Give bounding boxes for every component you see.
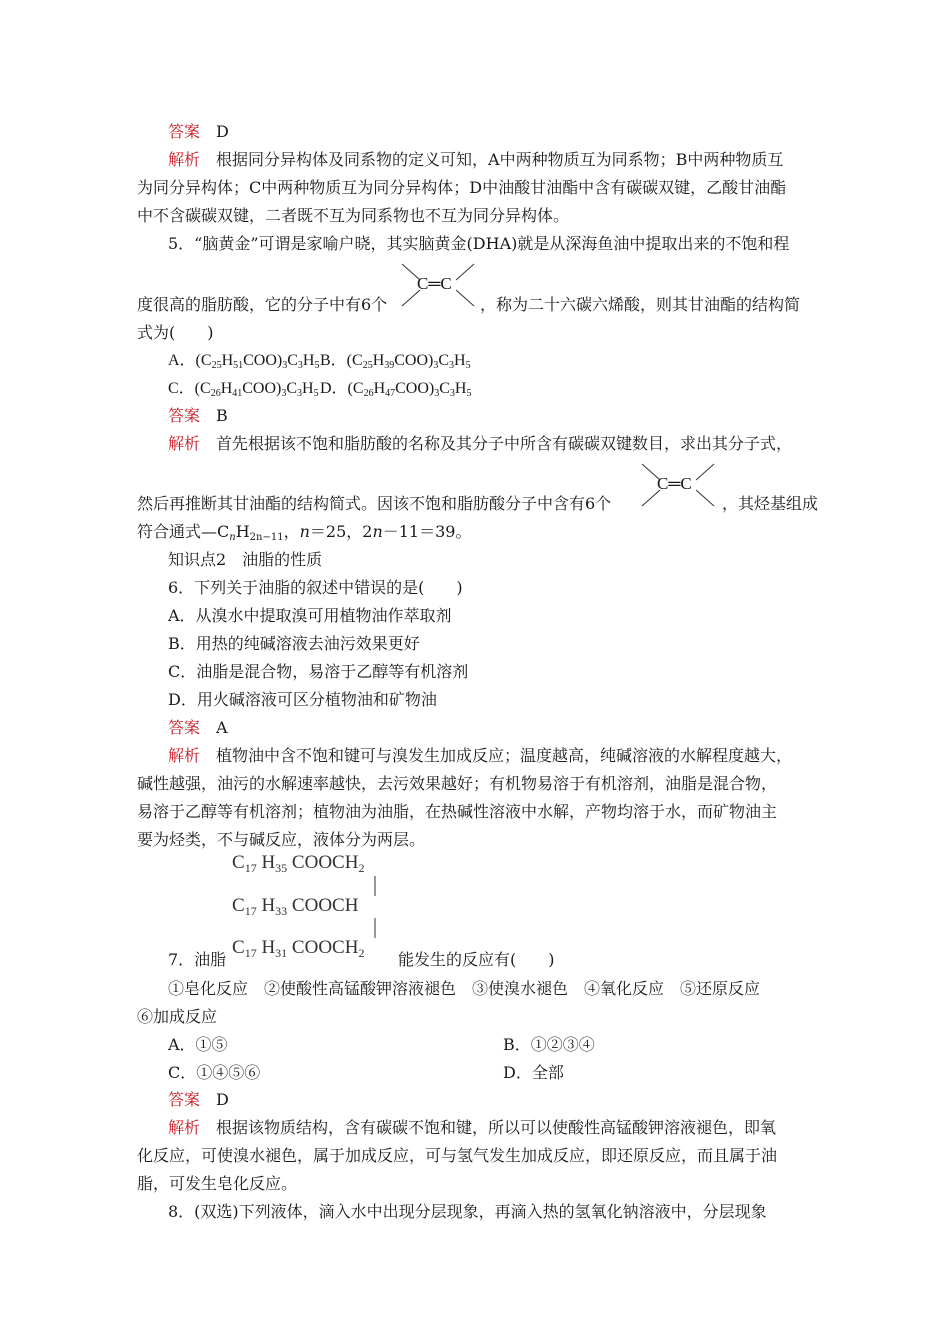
sub: 26 (210, 388, 221, 399)
fat-text: H (256, 937, 276, 958)
option-c: C．油脂是混合物，易溶于乙醇等有机溶剂 (168, 662, 469, 681)
opt-text: H (220, 380, 233, 397)
answer-label: 答案 (168, 122, 201, 141)
stem-text: 度很高的脂肪酸，它的分子中有6个 (137, 295, 388, 314)
analysis-formula-line (137, 521, 471, 543)
opt-text: H (372, 352, 385, 369)
sub: 3 (449, 388, 455, 399)
double-bond-label: C═C (417, 274, 452, 293)
question-stem: 7．油脂 (168, 950, 227, 969)
fat-structure-row-2 (232, 895, 358, 917)
sub: 3 (281, 388, 287, 399)
analysis-text: －11＝39。 (382, 522, 472, 541)
sub: 41 (232, 388, 243, 399)
analysis-text: 首先根据该不饱和脂肪酸的名称及其分子中所含有碳碳双键数目，求出其分子式， (216, 434, 793, 453)
analysis-text: 然后再推断其甘油酯的结构简式。因该不饱和脂肪酸分子中含有6个 (137, 494, 612, 513)
reaction-list: ⑥加成反应 (137, 1007, 218, 1026)
analysis-line (168, 433, 792, 455)
analysis-text: ＝25，2 (309, 522, 373, 541)
analysis-text: 中不含碳碳双键，二者既不互为同系物也不互为同分异构体。 (137, 206, 570, 225)
opt-text: COO) (242, 380, 282, 397)
option-d: D．全部 (503, 1063, 564, 1082)
opt-text: C (286, 380, 298, 397)
fat-text: COOCH (287, 937, 359, 958)
fat-text: H (256, 852, 276, 873)
opt-text: COO) (243, 352, 283, 369)
answer-line-q4 (168, 121, 229, 143)
sub: 5 (466, 388, 472, 399)
opt-text: H (302, 352, 315, 369)
double-bond-label: C═C (657, 474, 692, 493)
opt-text: D．(C (320, 380, 364, 397)
option-c: C．①④⑤⑥ (168, 1063, 261, 1082)
analysis-line (168, 149, 783, 171)
answer-label: 答案 (168, 718, 201, 737)
analysis-text: 根据同分异构体及同系物的定义可知，A中两种物质互为同系物；B中两种物质互 (216, 150, 784, 169)
section-title: 知识点2 油脂的性质 (168, 550, 323, 569)
opt-text: H (373, 380, 386, 397)
fat-text: C (232, 895, 245, 916)
opt-text: COO) (394, 352, 434, 369)
analysis-line (168, 1117, 776, 1139)
option-d: D．用火碱溶液可区分植物油和矿物油 (168, 690, 437, 709)
sub: 3 (449, 360, 455, 371)
option-c (168, 378, 319, 400)
sub: 39 (384, 360, 395, 371)
sub: 25 (362, 360, 373, 371)
fat-text: COOCH (287, 852, 359, 873)
option-a: A．从溴水中提取溴可用植物油作萃取剂 (168, 606, 452, 625)
sub: 3 (434, 388, 440, 399)
analysis-text: 植物油中含不饱和键可与溴发生加成反应；温度越高，纯碱溶液的水解程度越大， (216, 746, 793, 765)
opt-text: COO) (395, 380, 435, 397)
sub: 33 (275, 904, 288, 918)
sub: 17 (244, 946, 257, 960)
carbon-double-bond-figure (400, 260, 476, 320)
question-stem: ，称为二十六碳六烯酸，则其甘油酯的结构简 (480, 295, 801, 314)
opt-text: C (438, 352, 450, 369)
analysis-text: H (235, 522, 250, 541)
opt-text: A．(C (168, 352, 212, 369)
answer-value: A (216, 718, 228, 737)
sub: 3 (297, 388, 303, 399)
fat-bond-lines (373, 876, 377, 966)
opt-text: C (439, 380, 450, 397)
analysis-text: 碱性越强，油污的水解速率越快，去污效果越好；有机物易溶于有机溶剂，油脂是混合物， (137, 774, 778, 793)
carbon-double-bond-figure (640, 460, 716, 520)
sub: 3 (433, 360, 439, 371)
option-b: B．①②③④ (503, 1035, 595, 1054)
answer-line-q7 (168, 1089, 229, 1111)
option-a (168, 350, 319, 372)
opt-text: H (302, 380, 314, 397)
sub: 2 (358, 861, 365, 875)
analysis-text: ，其烃基组成 (722, 494, 819, 513)
question-stem: 8．(双选)下列液体，滴入水中出现分层现象，再滴入热的氢氧化钠溶液中，分层现象 (168, 1202, 767, 1221)
analysis-text: 脂，可发生皂化反应。 (137, 1174, 298, 1193)
opt-text: B．(C (320, 352, 363, 369)
fat-structure-row-3 (232, 937, 364, 959)
sub: 2n−11 (249, 532, 284, 543)
sub: 5 (465, 360, 471, 371)
var-n: n (372, 522, 383, 541)
sub: 47 (385, 388, 396, 399)
analysis-text: 易溶于乙醇等有机溶剂；植物油为油脂，在热碱性溶液中水解，产物均溶于水，而矿物油主 (137, 802, 778, 821)
sub: 51 (233, 360, 244, 371)
sub: 35 (275, 861, 288, 875)
sub: 5 (314, 360, 320, 371)
analysis-label: 解析 (168, 746, 201, 765)
answer-value: D (216, 122, 229, 141)
fat-text: C (232, 937, 245, 958)
answer-value: B (216, 406, 228, 425)
question-stem: 式为( ) (137, 323, 214, 342)
question-stem: 6．下列关于油脂的叙述中错误的是( ) (168, 578, 463, 597)
analysis-label: 解析 (168, 434, 201, 453)
answer-label: 答案 (168, 406, 201, 425)
analysis-text: 根据该物质结构，含有碳碳不饱和键，所以可以使酸性高锰酸钾溶液褪色，即氧 (216, 1118, 777, 1137)
analysis-text: 化反应，可使溴水褪色，属于加成反应，可与氢气发生加成反应，即还原反应，而且属于油 (137, 1146, 778, 1165)
fat-text: C (232, 852, 245, 873)
sub: 17 (244, 861, 257, 875)
opt-text: C．(C (168, 380, 211, 397)
opt-text: C (287, 352, 298, 369)
sub: 2 (358, 946, 365, 960)
analysis-text: 符合通式—C (137, 522, 230, 541)
question-stem: 5．“脑黄金”可谓是家喻户晓，其实脑黄金(DHA)就是从深海鱼油中提取出来的不饱和程 (168, 234, 790, 253)
answer-value: D (216, 1090, 229, 1109)
sub: n (229, 532, 236, 543)
answer-line-q5 (168, 405, 228, 427)
sub: 3 (297, 360, 303, 371)
analysis-text: 为同分异构体；C中两种物质互为同分异构体；D中油酸甘油酯中含有碳碳双键，乙酸甘油酯 (137, 178, 787, 197)
option-a: A．①⑤ (168, 1035, 228, 1054)
question-stem: 能发生的反应有( ) (398, 950, 555, 969)
opt-text: H (221, 352, 234, 369)
sub: 5 (313, 388, 319, 399)
sub: 26 (363, 388, 374, 399)
sub: 17 (244, 904, 257, 918)
opt-text: H (454, 352, 466, 369)
analysis-line (168, 745, 792, 767)
question-stem (137, 294, 387, 316)
analysis-label: 解析 (168, 150, 201, 169)
fat-text: H (256, 895, 276, 916)
opt-text: H (454, 380, 467, 397)
answer-line-q6 (168, 717, 228, 739)
fat-structure-row-1 (232, 852, 364, 874)
option-b: B．用热的纯碱溶液去油污效果更好 (168, 634, 420, 653)
fat-text: COOCH (287, 895, 359, 916)
option-d (320, 378, 471, 400)
sub: 25 (211, 360, 222, 371)
option-b (320, 350, 471, 372)
sub: 31 (275, 946, 288, 960)
analysis-text: ， (283, 522, 300, 541)
sub: 3 (282, 360, 288, 371)
reaction-list: ①皂化反应 ②使酸性高锰酸钾溶液褪色 ③使溴水褪色 ④氧化反应 ⑤还原反应 (168, 979, 761, 998)
analysis-label: 解析 (168, 1118, 201, 1137)
analysis-text: 要为烃类，不与碱反应，液体分为两层。 (137, 830, 426, 849)
var-n: n (299, 522, 310, 541)
answer-label: 答案 (168, 1090, 201, 1109)
